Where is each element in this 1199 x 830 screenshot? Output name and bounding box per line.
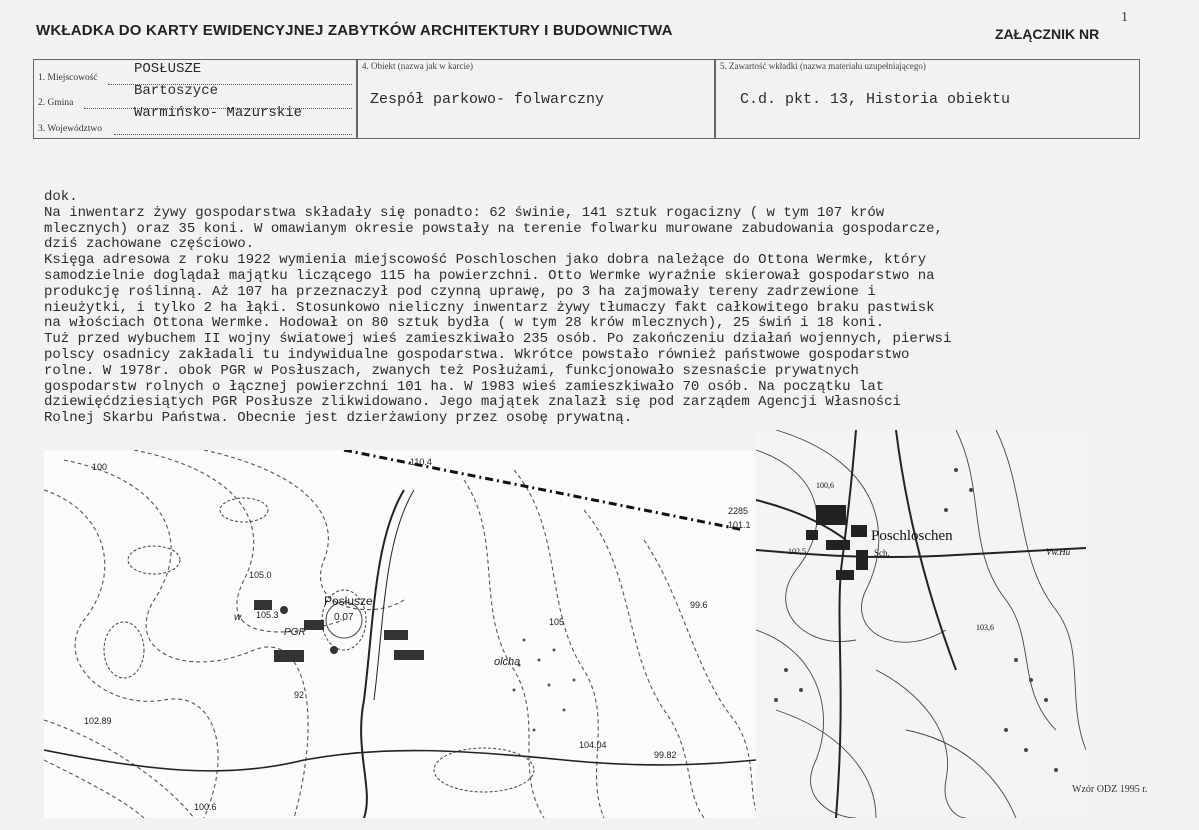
wojewodztwo-label: 3. Województwo	[38, 124, 102, 134]
text-line: na włościach Ottona Wermke. Hodował on 80 sztuk bydła ( w tym 28 krów mlecznych), 25 świń i 18 koni.	[44, 315, 885, 332]
text-line: gospodarstw rolnych o łącznej powierzchni 101 ha. W 1983 wieś zamieszkiwało 70 osób. Na początku lat	[44, 378, 885, 395]
map-olcha-label: olcha	[494, 656, 521, 668]
object-value: Zespół parkowo- folwarczny	[370, 91, 605, 108]
text-line: rolne. W 1978r. obok PGR w Posłuszach, zwanych też Posłużami, funkcjonowało szesnaście prywatnych	[44, 362, 859, 379]
map-elev-12: 92	[294, 690, 305, 700]
map-elev-7: 99.6	[690, 600, 708, 610]
text-line: samodzielnie doglądał majątku liczącego 115 ha powierzchni. Otto Wermke wyraźnie skierował gospodarstwo na	[44, 267, 935, 284]
attachment-label: ZAŁĄCZNIK NR	[995, 26, 1100, 42]
text-line: dok.	[44, 189, 78, 205]
history-text	[44, 190, 1134, 427]
object-label: 4. Obiekt	[362, 61, 396, 71]
map-right-svg	[756, 430, 1086, 818]
content-value: C.d. pkt. 13, Historia obiektu	[740, 91, 1011, 108]
wojewodztwo-line	[114, 134, 352, 135]
map-pgr-label: PGR	[284, 627, 306, 638]
wojewodztwo-value: Warmińsko- Mazurskie	[134, 105, 303, 121]
text-line: dziś zachowane częściowo.	[44, 236, 255, 253]
form-header-title: WKŁADKA DO KARTY EWIDENCYJNEJ ZABYTKÓW ARCHITEKTURY I BUDOWNICTWA	[36, 22, 673, 39]
text-line: Księga adresowa z roku 1922 wymienia miejscowość Poschloschen jako dobra należące do Ottona Wermke, który	[44, 252, 927, 269]
map-elev-6: 105	[549, 617, 565, 627]
form-template-note: Wzór ODZ 1995 r.	[1072, 784, 1148, 795]
map-right-label-3: 102,5	[788, 547, 806, 556]
text-line: Na inwentarz żywy gospodarstwa składały się ponadto: 62 świnie, 141 sztuk rogacizny ( w tym 107 krów	[44, 204, 885, 221]
text-line: dziewięćdziesiątych PGR Posłusze zlikwidowano. Jego majątek znalazł się pod zarządem Agencji Własności	[44, 394, 901, 411]
map-right-label-5: 100,6	[816, 481, 834, 490]
text-line: Tuż przed wybuchem II wojny światowej wieś zamieszkiwało 235 osób. Po zakończeniu działań wojennych, pierwsi	[44, 331, 952, 348]
miejscowosc-value: POSŁUSZE	[134, 61, 202, 77]
map-left-svg	[44, 450, 756, 818]
map-elev-11: 99.82	[654, 750, 677, 760]
map-place-code: 0.07	[334, 612, 354, 623]
attachment-number: 1	[1121, 10, 1128, 25]
object-box	[357, 59, 715, 139]
map-water-label: w.	[234, 612, 244, 623]
miejscowosc-label: 1. Miejscowość	[38, 73, 98, 83]
map-elev-10: 104.04	[579, 740, 607, 750]
text-line: produkcję roślinną. Aż 107 ha przeznaczył pod czynną uprawę, po 3 ha zajmowały tereny zadrzewione i	[44, 283, 876, 300]
text-line: mlecznych) oraz 35 koni. W omawianym okresie powstały na terenie folwarku murowane zabudowania gospodarcze,	[44, 220, 943, 237]
map-right-label-1: Sch.	[874, 548, 890, 558]
map-elev-1: 110.4	[410, 457, 432, 467]
map-elev-4: 105.0	[249, 570, 272, 580]
historical-map-right	[756, 430, 1086, 818]
content-label: 5. Zawartość wkładki	[720, 61, 798, 71]
gmina-label: 2. Gmina	[38, 98, 74, 108]
content-box	[715, 59, 1140, 139]
map-elev-3: 101.1	[728, 520, 751, 530]
object-hint: (nazwa jak w karcie)	[397, 61, 473, 71]
map-elev-5: 105.3	[256, 610, 279, 620]
text-line: nieużytki, i tylko 2 ha łąki. Stosunkowo nieliczny inwentarz żywy tłumaczy fakt całkowitego braku pastwisk	[44, 299, 935, 316]
map-place-name: Posłusze	[324, 594, 373, 608]
map-elev-9: 102.89	[84, 716, 112, 726]
map-right-place-name: Poschloschen	[871, 528, 953, 544]
text-line: polscy osadnicy zakładali tu indywidualne gospodarstwa. Wkrótce powstało również państwowe gospodarstwo	[44, 346, 910, 363]
map-right-label-4: 103,6	[976, 623, 994, 632]
map-elev-2: 2285	[728, 506, 749, 516]
topographic-map-left	[44, 450, 756, 818]
map-elev-8: 100	[92, 462, 108, 472]
location-box	[33, 59, 357, 139]
content-hint: (nazwa materiału uzupełniającego)	[799, 61, 926, 71]
map-elev-13: 100.6	[194, 802, 217, 812]
text-line: Rolnej Skarbu Państwa. Obecnie jest dzierżawiony przez osobę prywatną.	[44, 410, 633, 427]
map-right-label-2: Vw.Hu	[1046, 547, 1071, 557]
gmina-value: Bartoszyce	[134, 83, 219, 99]
